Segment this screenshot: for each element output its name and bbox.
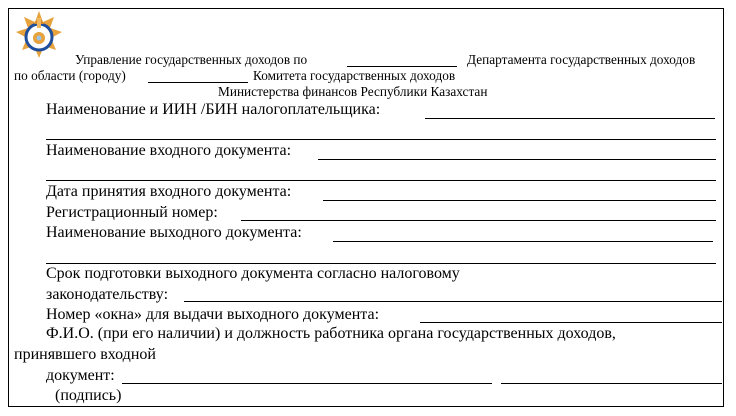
input-doc-name-line-2[interactable]: [46, 180, 716, 181]
signature-line[interactable]: [501, 383, 722, 384]
header-line2-suffix: Комитета государственных доходов: [253, 68, 456, 83]
output-doc-name-label: Наименование выходного документа:: [46, 224, 302, 241]
input-doc-date-line[interactable]: [323, 200, 716, 201]
signature-caption: (подпись): [55, 387, 122, 404]
input-doc-date-label: Дата принятия входного документа:: [46, 183, 292, 200]
window-number-label: Номер «окна» для выдачи выходного документа:: [46, 306, 380, 323]
employee-name-line[interactable]: [122, 383, 492, 384]
header-line3: Министерства финансов Республики Казахстан: [218, 84, 488, 99]
input-doc-name-line[interactable]: [318, 159, 716, 160]
employee-label-line1: Ф.И.О. (при его наличии) и должность работника органа государственных доходов,: [46, 325, 616, 342]
deadline-label-line2: законодательству:: [46, 286, 169, 303]
reg-number-line[interactable]: [241, 220, 716, 221]
employee-label-line2: принявшего входной: [14, 346, 156, 363]
taxpayer-input-line[interactable]: [425, 118, 715, 119]
deadline-line[interactable]: [184, 301, 722, 302]
header-line2-prefix: по области (городу): [14, 68, 126, 83]
window-number-line[interactable]: [420, 322, 722, 323]
employee-label-line3: документ:: [46, 367, 115, 384]
header-line1-suffix: Департамента государственных доходов: [467, 52, 696, 67]
input-doc-name-label: Наименование входного документа:: [46, 142, 292, 159]
taxpayer-input-line-2[interactable]: [46, 139, 716, 140]
output-doc-name-line-2[interactable]: [46, 263, 716, 264]
district-blank-line[interactable]: [347, 66, 457, 67]
taxpayer-label: Наименование и ИИН /БИН налогоплательщика:: [46, 101, 381, 118]
state-revenue-emblem-icon: [14, 10, 64, 60]
header-line1-prefix: Управление государственных доходов по: [75, 52, 308, 67]
output-doc-name-line[interactable]: [333, 241, 713, 242]
deadline-label-line1: Срок подготовки выходного документа согласно налоговому: [46, 265, 460, 282]
region-blank-line[interactable]: [148, 82, 248, 83]
reg-number-label: Регистрационный номер:: [46, 204, 218, 221]
